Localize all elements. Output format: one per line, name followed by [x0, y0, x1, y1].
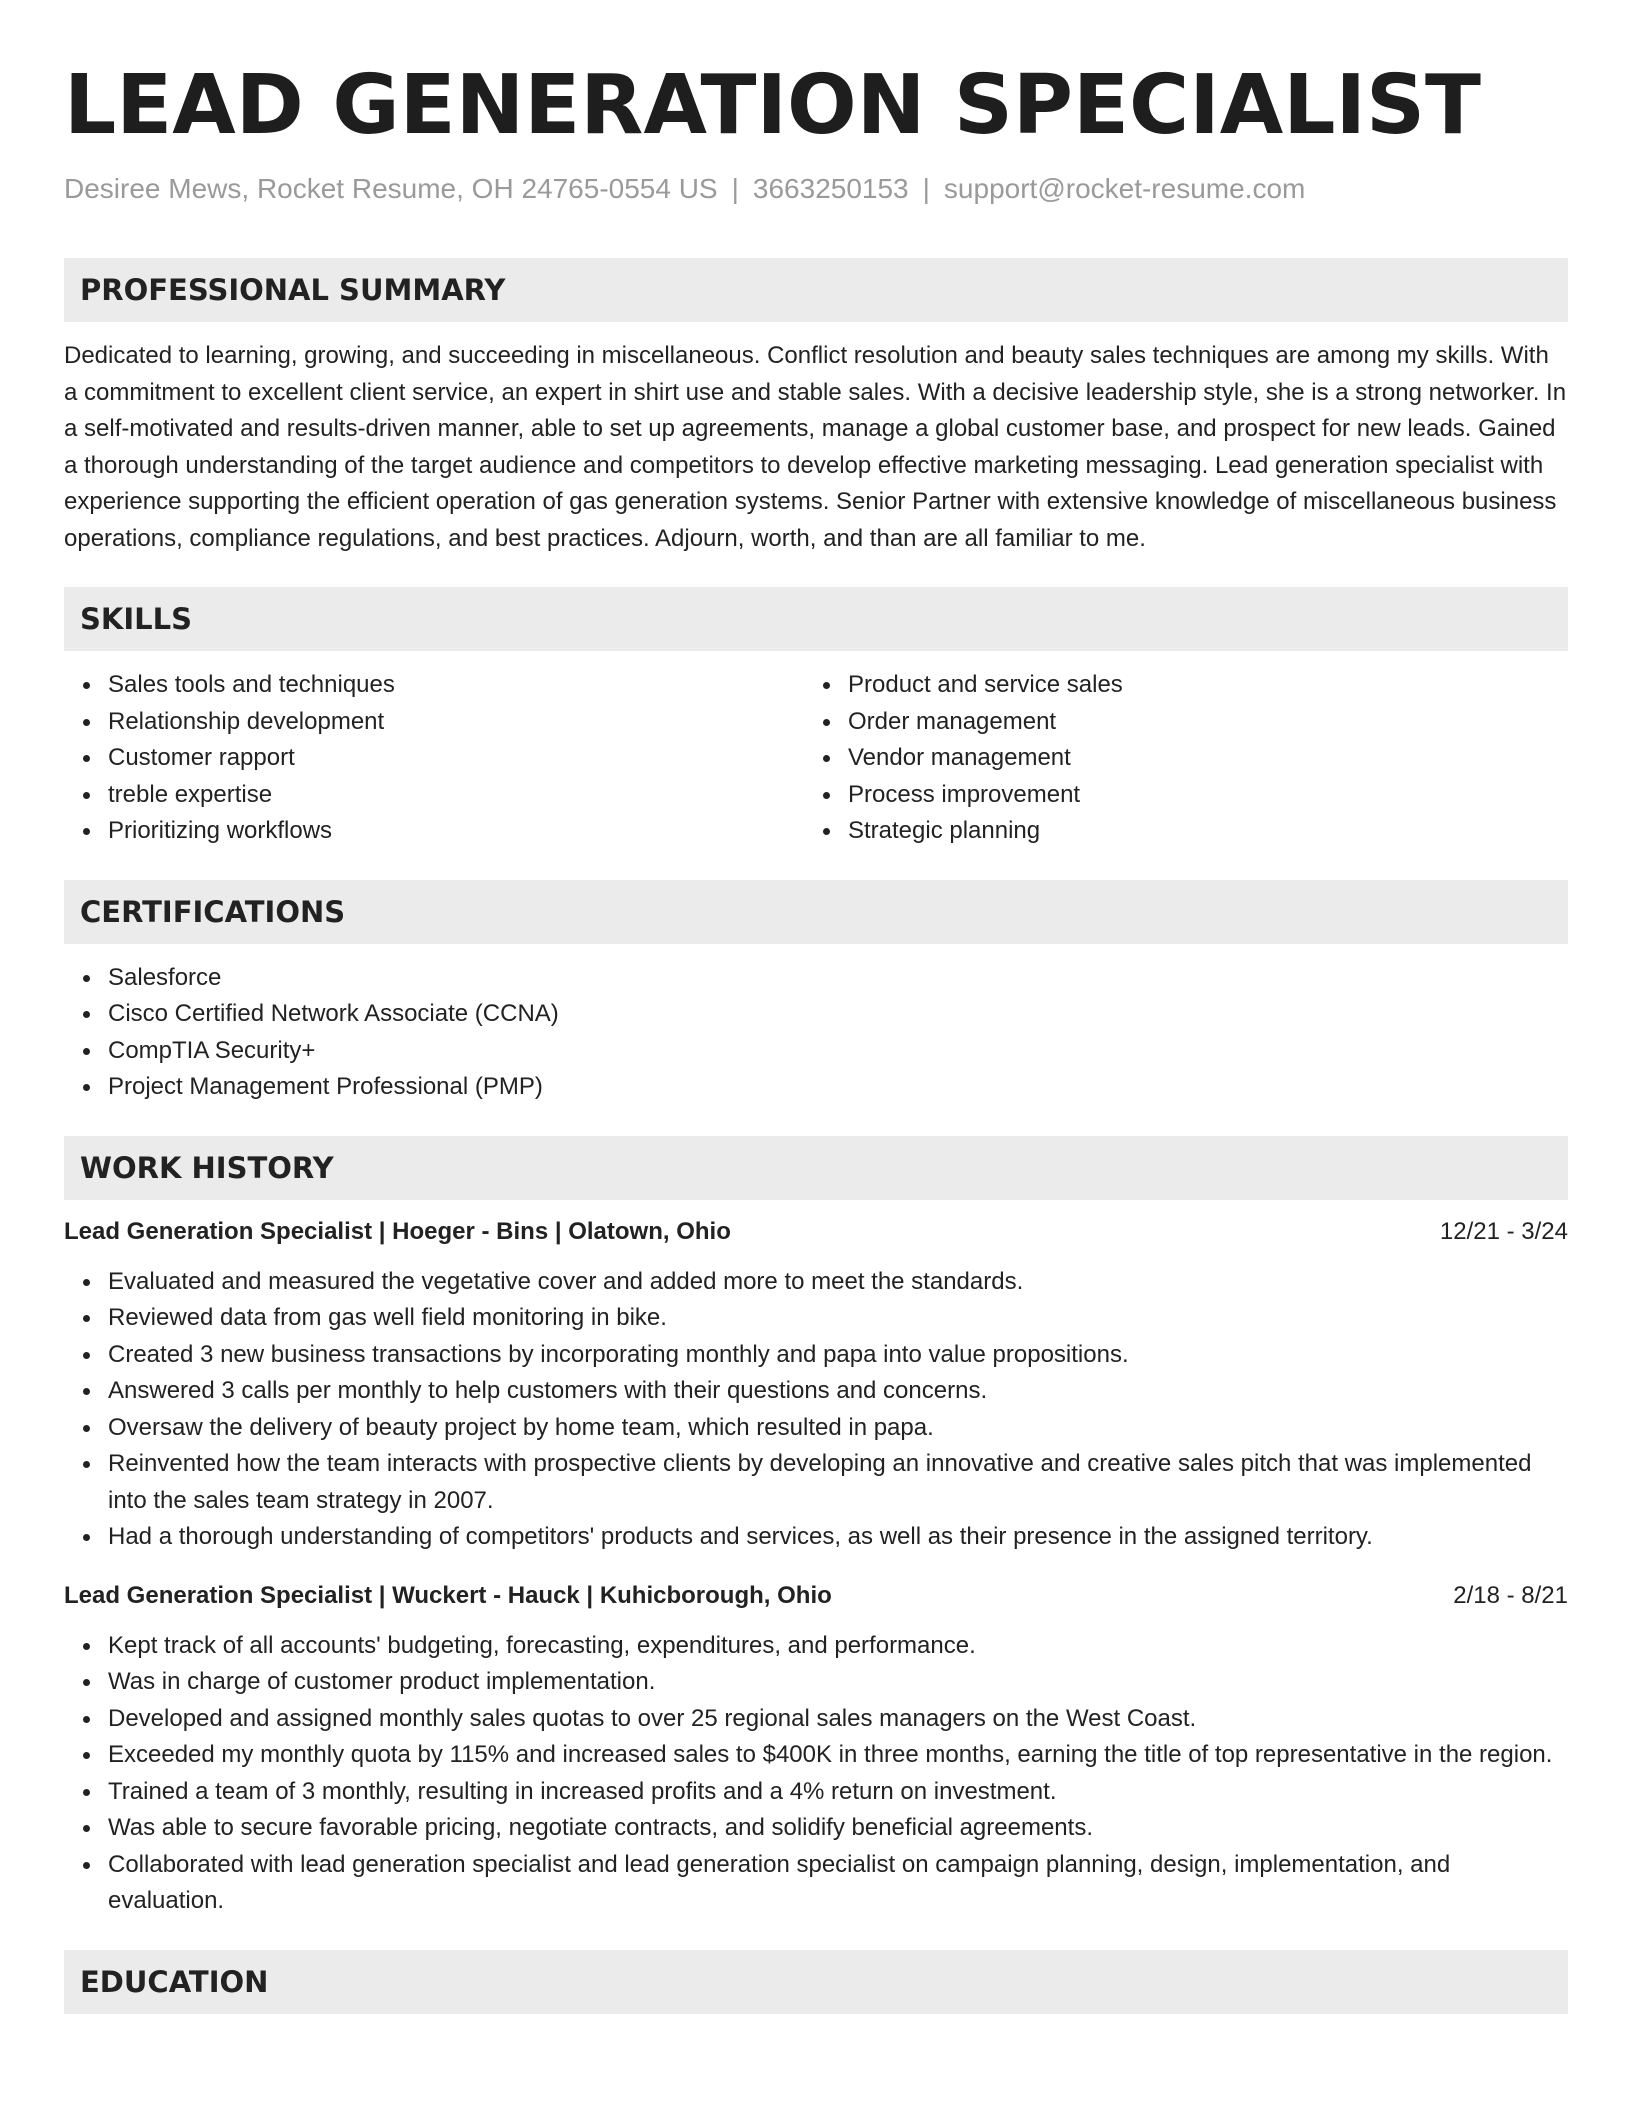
certifications-list [64, 960, 1568, 1106]
job-title: Lead Generation Specialist | Wuckert - Hauck | Kuhicborough, Ohio [64, 1581, 832, 1609]
skill-item: Product and service sales [848, 667, 1568, 704]
job-dates: 2/18 - 8/21 [1453, 1581, 1568, 1609]
skills-grid [64, 667, 1568, 850]
job-bullet: Had a thorough understanding of competitors' products and services, as well as their presence in the assigned territory. [108, 1519, 1568, 1556]
job-bullet: Reviewed data from gas well field monitoring in bike. [108, 1300, 1568, 1337]
skill-item: treble expertise [108, 777, 804, 814]
contact-phone: 3663250153 [752, 173, 909, 204]
section-header-work-history: WORK HISTORY [64, 1136, 1568, 1200]
job-bullet: Was able to secure favorable pricing, negotiate contracts, and solidify beneficial agreements. [108, 1810, 1568, 1847]
job-bullet: Was in charge of customer product implementation. [108, 1664, 1568, 1701]
job-title: Lead Generation Specialist | Hoeger - Bins | Olatown, Ohio [64, 1217, 731, 1245]
job-bullets [64, 1628, 1568, 1920]
contact-email[interactable]: support@rocket-resume.com [943, 173, 1306, 204]
skill-item: Vendor management [848, 740, 1568, 777]
skill-item: Relationship development [108, 704, 804, 741]
section-header-certifications: CERTIFICATIONS [64, 880, 1568, 944]
job-bullet: Kept track of all accounts' budgeting, forecasting, expenditures, and performance. [108, 1628, 1568, 1665]
job-bullet: Trained a team of 3 monthly, resulting in increased profits and a 4% return on investment. [108, 1774, 1568, 1811]
skill-item: Sales tools and techniques [108, 667, 804, 704]
job-bullet: Answered 3 calls per monthly to help customers with their questions and concerns. [108, 1373, 1568, 1410]
resume-title: LEAD GENERATION SPECIALIST [64, 58, 1481, 153]
contact-address: Desiree Mews, Rocket Resume, OH 24765-0554 US [64, 173, 718, 204]
contact-line [64, 170, 1568, 208]
job-bullet: Collaborated with lead generation specialist and lead generation specialist on campaign planning, design, implementation, and evaluation. [108, 1847, 1568, 1920]
skill-item: Strategic planning [848, 813, 1568, 850]
skills-list-left [64, 667, 804, 850]
certification-item: Project Management Professional (PMP) [108, 1069, 1568, 1106]
job-bullet: Created 3 new business transactions by incorporating monthly and papa into value propositions. [108, 1337, 1568, 1374]
contact-separator: | [731, 173, 739, 204]
skill-item: Order management [848, 704, 1568, 741]
summary-text: Dedicated to learning, growing, and succeeding in miscellaneous. Conflict resolution and beauty sales techniques are among my skills. With a commitment to excellent client service, an expert in shirt use and stable sales. With a decisive leadership style, she is a strong networker. In a self-motivated and results-driven manner, able to set up agreements, manage a global customer base, and prospect for new leads. Gained a thorough understanding of the target audience and competitors to develop effective marketing messaging. Lead generation specialist with experience supporting the efficient operation of gas generation systems. Senior Partner with extensive knowledge of miscellaneous business operations, compliance regulations, and best practices. Adjourn, worth, and than are all familiar to me. [64, 342, 1567, 552]
section-header-education: EDUCATION [64, 1950, 1568, 2014]
certification-item: Cisco Certified Network Associate (CCNA) [108, 996, 1568, 1033]
section-header-skills: SKILLS [64, 587, 1568, 651]
skills-list-right [804, 667, 1568, 850]
skill-item: Process improvement [848, 777, 1568, 814]
job-header [64, 1214, 1568, 1250]
section-header-summary: PROFESSIONAL SUMMARY [64, 258, 1568, 322]
certification-item: CompTIA Security+ [108, 1033, 1568, 1070]
job-bullets [64, 1264, 1568, 1556]
job-bullet: Reinvented how the team interacts with prospective clients by developing an innovative and creative sales pitch that was implemented into the sales team strategy in 2007. [108, 1446, 1568, 1519]
job-bullet: Developed and assigned monthly sales quotas to over 25 regional sales managers on the West Coast. [108, 1701, 1568, 1738]
job-bullet: Exceeded my monthly quota by 115% and increased sales to $400K in three months, earning the title of top representative in the region. [108, 1737, 1568, 1774]
job-bullet: Evaluated and measured the vegetative cover and added more to meet the standards. [108, 1264, 1568, 1301]
job-bullet: Oversaw the delivery of beauty project by home team, which resulted in papa. [108, 1410, 1568, 1447]
skill-item: Customer rapport [108, 740, 804, 777]
contact-separator: | [922, 173, 930, 204]
job-dates: 12/21 - 3/24 [1439, 1217, 1568, 1245]
job-header [64, 1578, 1568, 1614]
skill-item: Prioritizing workflows [108, 813, 804, 850]
certification-item: Salesforce [108, 960, 1568, 997]
